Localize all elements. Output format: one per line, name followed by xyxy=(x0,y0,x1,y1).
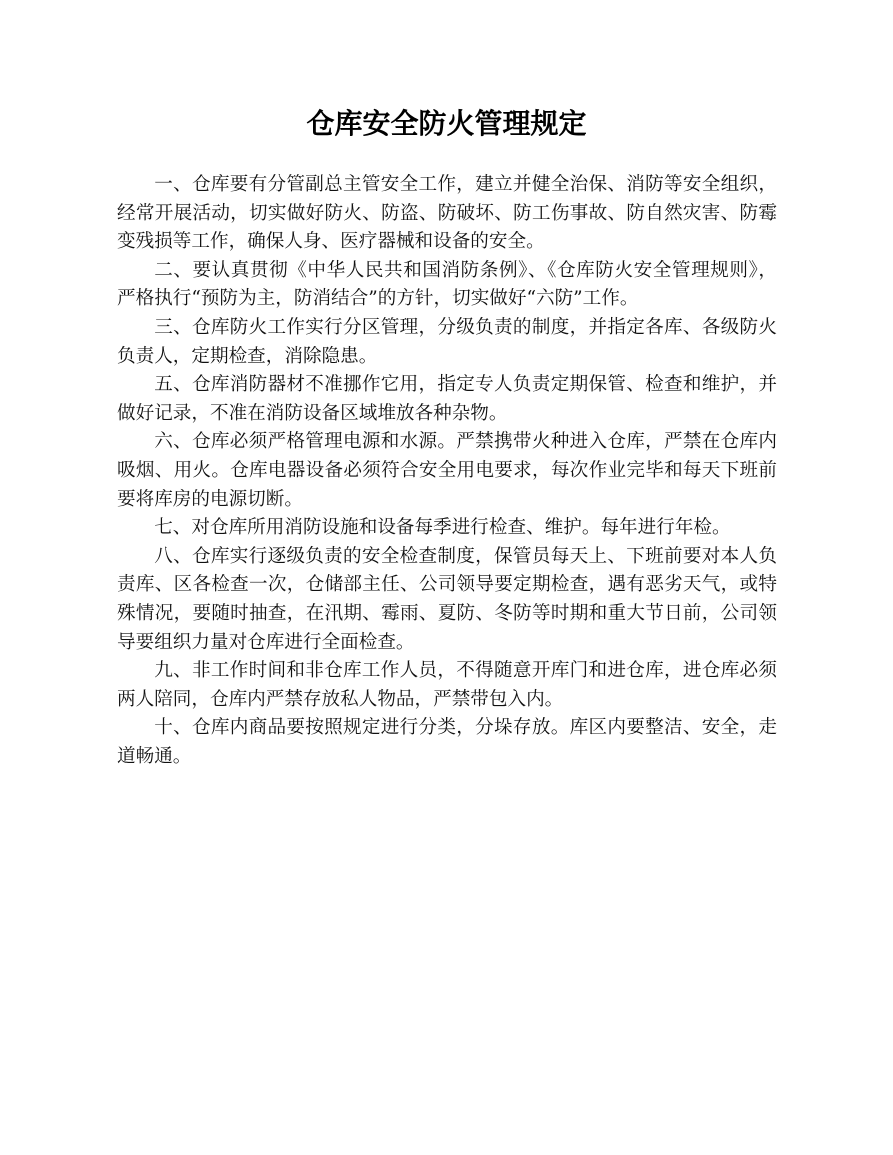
paragraph-8: 八、仓库实行逐级负责的安全检查制度，保管员每天上、下班前要对本人负责库、区各检查一次，仓储部主任、公司领导要定期检查，遇有恶劣天气，或特殊情况，要随时抽查，在汛期、霉雨、夏防、冬防等时期和重大节日前，公司领导要组织力量对仓库进行全面检查。 xyxy=(117,545,777,653)
paragraph-2: 二、要认真贯彻《中华人民共和国消防条例》、《仓库防火安全管理规则》，严格执行“预防为主，防消结合”的方针，切实做好“六防”工作。 xyxy=(117,259,777,310)
paragraph-5: 五、仓库消防器材不准挪作它用，指定专人负责定期保管、检查和维护，并做好记录，不准在消防设备区域堆放各种杂物。 xyxy=(117,374,777,424)
paragraph-6: 六、仓库必须严格管理电源和水源。严禁携带火种进入仓库，严禁在仓库内吸烟、用火。仓库电器设备必须符合安全用电要求，每次作业完毕和每天下班前要将库房的电源切断。 xyxy=(117,431,777,510)
document-title: 仓库安全防火管理规定 xyxy=(306,107,587,140)
paragraph-3: 三、仓库防火工作实行分区管理，分级负责的制度，并指定各库、各级防火负责人，定期检查，消除隐患。 xyxy=(117,316,777,367)
document-body xyxy=(117,171,777,771)
paragraph-10: 十、仓库内商品要按照规定进行分类，分垛存放。库区内要整洁、安全，走道畅通。 xyxy=(117,717,777,767)
paragraph-7: 七、对仓库所用消防设施和设备每季进行检查、维护。每年进行年检。 xyxy=(154,517,731,539)
paragraph-1: 一、仓库要有分管副总主管安全工作，建立并健全治保、消防等安全组织，经常开展活动，切实做好防火、防盗、防破坏、防工伤事故、防自然灾害、防霉变残损等工作，确保人身、医疗器械和设备的安全。 xyxy=(117,174,777,253)
paragraph-9: 九、非工作时间和非仓库工作人员，不得随意开库门和进仓库，进仓库必须两人陪同，仓库内严禁存放私人物品，严禁带包入内。 xyxy=(117,660,777,710)
